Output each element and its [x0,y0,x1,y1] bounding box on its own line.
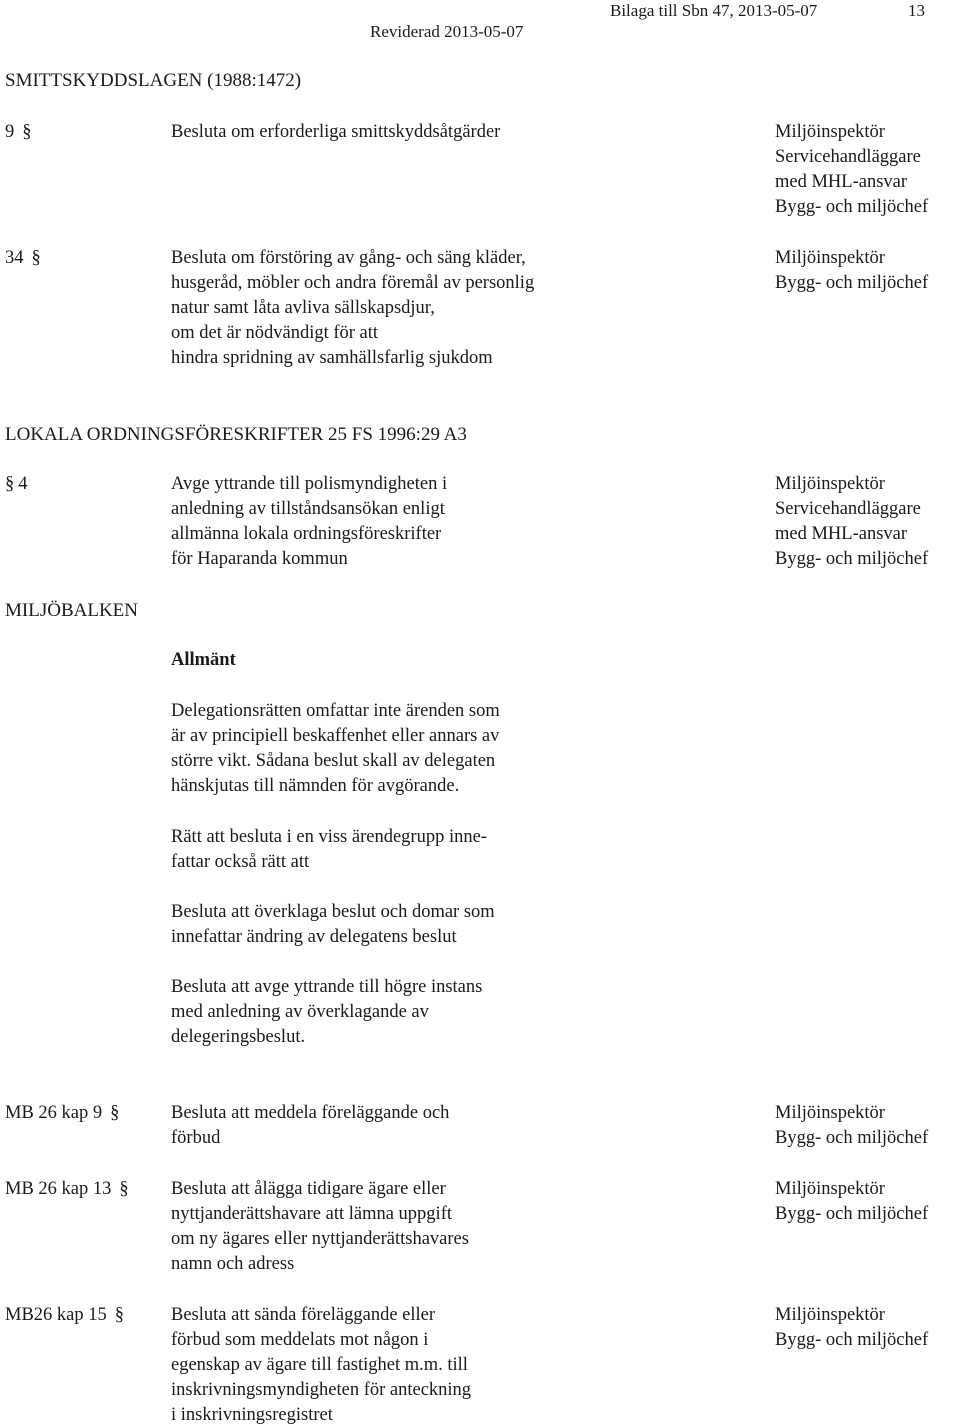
row-ref: MB 26 kap 13 § [5,1177,129,1202]
revised-date: Reviderad 2013-05-07 [370,22,524,41]
row-delegates: Miljöinspektör Servicehandläggare med MHL-ansvar Bygg- och miljöchef [775,122,929,217]
general-heading: Allmänt [171,650,236,670]
row-delegates: Miljöinspektör Servicehandläggare med MHL-ansvar Bygg- och miljöchef [775,474,929,569]
row-ref: 34 § [5,246,41,271]
row-ref: MB26 kap 15 § [5,1303,124,1328]
row-delegates: Miljöinspektör Bygg- och miljöchef [775,1179,929,1224]
general-paragraph: Besluta att överklaga beslut och domar som innefattar ändring av delegatens beslut [171,902,495,947]
section-heading-smittskyddslagen: SMITTSKYDDSLAGEN (1988:1472) [5,70,302,91]
row-description: Besluta att ålägga tidigare ägare eller nyttjanderättshavare att lämna uppgift om ny ägares eller nyttjanderättshavares namn och adress [171,1179,469,1274]
row-description: Besluta om förstöring av gång- och säng kläder, husgeråd, möbler och andra föremål av personlig natur samt låta avliva sällskapsdjur, om det är nödvändigt för att hindra spridning av samhällsfarlig sjukdom [171,248,535,368]
paragraph-sign: § [5,474,15,494]
paragraph-sign: § [22,122,32,142]
row-delegates: Miljöinspektör Bygg- och miljöchef [775,1305,929,1350]
row-ref: MB 26 kap 9 § [5,1101,119,1126]
paragraph-sign: § [119,1179,129,1199]
row-description: Avge yttrande till polismyndigheten i anledning av tillståndsansökan enligt allmänna lokala ordningsföreskrifter för Haparanda kommun [171,474,448,569]
section-heading-lokala: LOKALA ORDNINGSFÖRESKRIFTER 25 FS 1996:29 A3 [5,424,467,445]
section-heading-miljobalken: MILJÖBALKEN [5,600,138,621]
row-ref: 9 § [5,120,32,145]
paragraph-sign: § [31,248,41,268]
general-paragraph: Rätt att besluta i en viss ärendegrupp inne- fattar också rätt att [171,827,487,872]
page-number: 13 [908,1,925,20]
row-delegates: Miljöinspektör Bygg- och miljöchef [775,1103,929,1148]
paragraph-sign: § [110,1103,120,1123]
row-description: Besluta att sända föreläggande eller förbud som meddelats mot någon i egenskap av ägare till fastighet m.m. till inskrivningsmyndigheten för anteckning i inskrivningsregistret [171,1305,472,1425]
row-ref: § 4 [5,474,28,494]
paragraph-sign: § [114,1305,124,1325]
row-delegates: Miljöinspektör Bygg- och miljöchef [775,248,929,293]
general-paragraph: Delegationsrätten omfattar inte ärenden som är av principiell beskaffenhet eller annars av större vikt. Sådana beslut skall av delegaten hänskjutas till nämnden för avgörande. [171,701,500,796]
row-description: Besluta om erforderliga smittskyddsåtgärder [171,122,501,142]
attachment-reference: Bilaga till Sbn 47, 2013-05-07 [610,1,818,20]
row-description: Besluta att meddela föreläggande och förbud [171,1103,450,1148]
general-paragraph: Besluta att avge yttrande till högre instans med anledning av överklagande av delegeringsbeslut. [171,977,483,1047]
